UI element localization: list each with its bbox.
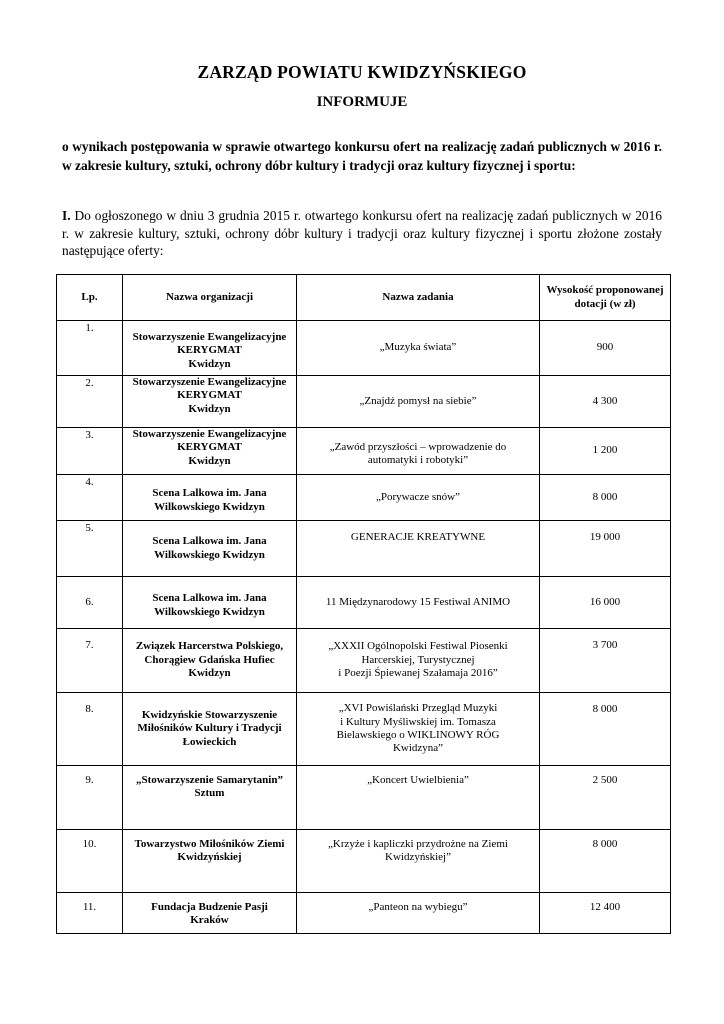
row-organization — [123, 321, 297, 376]
row-lp: 7. — [57, 629, 123, 693]
row-organization — [123, 521, 297, 577]
org-line: Wilkowskiego Kwidzyn — [154, 500, 265, 513]
row-lp: 9. — [57, 766, 123, 830]
row-task — [297, 475, 540, 521]
org-line: Scena Lalkowa im. Jana — [152, 535, 267, 548]
org-line: Związek Harcerstwa Polskiego, — [135, 640, 284, 653]
task-line: „XVI Powiślański Przegląd Muzyki — [338, 702, 498, 715]
section-numeral: I. — [62, 208, 71, 223]
table-row — [57, 766, 671, 830]
row-lp: 11. — [57, 893, 123, 934]
org-line: Kwidzyńskiej — [177, 851, 242, 864]
row-amount: 2 500 — [540, 766, 671, 830]
task-line: GENERACJE KREATYWNE — [350, 531, 486, 543]
row-task — [297, 376, 540, 428]
row-lp: 1. — [57, 321, 123, 376]
row-organization — [123, 693, 297, 766]
row-lp: 8. — [57, 693, 123, 766]
org-line: Łowieckich — [182, 735, 237, 748]
row-amount: 8 000 — [540, 693, 671, 766]
org-line: Wilkowskiego Kwidzyn — [154, 605, 265, 618]
row-organization — [123, 766, 297, 830]
row-task — [297, 693, 540, 766]
org-line: Kwidzyńskie Stowarzyszenie — [141, 708, 278, 721]
task-line: „Porywacze snów” — [376, 490, 460, 503]
org-line: KERYGMAT — [177, 344, 242, 357]
section-1-paragraph — [62, 207, 662, 260]
task-line: Kwidzyna” — [392, 742, 444, 755]
task-line: „Muzyka świata” — [379, 341, 457, 354]
row-amount: 8 000 — [540, 475, 671, 521]
task-line: Kwidzyńskiej” — [385, 851, 451, 864]
task-line: Bielawskiego o WIKLINOWY RÓG — [336, 729, 500, 741]
org-line: Kwidzyn — [188, 667, 231, 680]
org-line: Kraków — [190, 914, 229, 927]
row-organization — [123, 376, 297, 428]
row-task — [297, 521, 540, 577]
table-row — [57, 521, 671, 577]
task-line: „XXXII Ogólnopolski Festiwal Piosenki — [328, 640, 508, 653]
row-lp: 6. — [57, 577, 123, 629]
row-amount: 8 000 — [540, 830, 671, 893]
task-line: „Znajdź pomysł na siebie” — [359, 394, 477, 407]
row-task — [297, 893, 540, 934]
table-row — [57, 321, 671, 376]
row-task — [297, 321, 540, 376]
table-row — [57, 893, 671, 934]
org-line: Miłośników Kultury i Tradycji — [137, 722, 282, 735]
row-organization — [123, 830, 297, 893]
header-lp: Lp. — [57, 275, 123, 321]
org-line: Wilkowskiego Kwidzyn — [154, 548, 265, 561]
task-line: „Koncert Uwielbienia” — [367, 774, 469, 786]
intro-paragraph: o wynikach postępowania w sprawie otwartego konkursu ofert na realizację zadań publicznych w 2016 r. w zakresie kultury, sztuki, ochrony dóbr kultury i tradycji oraz kultury fizycznej i sportu: — [62, 139, 662, 173]
header-organization: Nazwa organizacji — [123, 275, 297, 321]
section-1-text: Do ogłoszonego w dniu 3 grudnia 2015 r. otwartego konkursu ofert na realizację zadań publicznych w 2016 r. w zakresie kultury, sztuki, ochrony dóbr kultury i tradycji oraz kultury fizycznej i sportu złożone zostały następujące oferty: — [62, 208, 662, 258]
row-amount: 12 400 — [540, 893, 671, 934]
row-organization — [123, 629, 297, 693]
org-line: KERYGMAT — [177, 441, 242, 454]
table-row — [57, 428, 671, 475]
org-line: Fundacja Budzenie Pasji — [151, 901, 268, 913]
task-line: Harcerskiej, Turystycznej — [361, 653, 475, 666]
org-line: Towarzystwo Miłośników Ziemi — [134, 838, 285, 850]
org-line: Scena Lalkowa im. Jana — [152, 592, 267, 605]
row-lp: 2. — [57, 376, 123, 428]
row-amount: 900 — [540, 321, 671, 376]
row-task — [297, 830, 540, 893]
org-line: Kwidzyn — [188, 402, 231, 415]
task-line: „Krzyże i kapliczki przydrożne na Ziemi — [328, 838, 508, 850]
row-task — [297, 577, 540, 629]
row-task — [297, 428, 540, 475]
org-line: Chorągiew Gdańska Hufiec — [144, 653, 275, 666]
org-line: „Stowarzyszenie Samarytanin” — [136, 774, 283, 786]
task-line: i Kultury Myśliwskiej im. Tomasza — [340, 715, 496, 728]
org-line: Stowarzyszenie Ewangelizacyjne — [132, 428, 287, 440]
row-amount: 19 000 — [540, 521, 671, 577]
offers-table — [56, 274, 671, 934]
row-amount: 1 200 — [540, 428, 671, 475]
org-line: KERYGMAT — [177, 389, 242, 402]
document-subtitle: INFORMUJE — [316, 94, 408, 110]
table-row — [57, 376, 671, 428]
table-row — [57, 475, 671, 521]
task-line: „Panteon na wybiegu” — [368, 901, 468, 913]
org-line: Kwidzyn — [188, 454, 231, 467]
header-amount: Wysokość proponowanej dotacji (w zł) — [540, 275, 671, 321]
table-header-row — [57, 275, 671, 321]
row-lp: 10. — [57, 830, 123, 893]
row-organization — [123, 475, 297, 521]
task-line: automatyki i robotyki” — [367, 454, 469, 466]
task-line: 11 Międzynarodowy 15 Festiwal ANIMO — [325, 595, 511, 608]
row-organization — [123, 428, 297, 475]
row-amount: 16 000 — [540, 577, 671, 629]
row-lp: 4. — [57, 475, 123, 521]
header-task: Nazwa zadania — [297, 275, 540, 321]
document-title: ZARZĄD POWIATU KWIDZYŃSKIEGO — [197, 62, 527, 82]
row-amount: 3 700 — [540, 629, 671, 693]
org-line: Stowarzyszenie Ewangelizacyjne — [132, 376, 287, 388]
row-amount: 4 300 — [540, 376, 671, 428]
org-line: Kwidzyn — [188, 357, 231, 370]
row-task — [297, 629, 540, 693]
row-task — [297, 766, 540, 830]
org-line: Stowarzyszenie Ewangelizacyjne — [132, 330, 287, 343]
org-line: Scena Lalkowa im. Jana — [152, 487, 267, 500]
row-organization — [123, 577, 297, 629]
table-row — [57, 577, 671, 629]
org-line: Sztum — [194, 787, 225, 800]
table-row — [57, 693, 671, 766]
row-organization — [123, 893, 297, 934]
table-row — [57, 629, 671, 693]
row-lp: 5. — [57, 521, 123, 577]
task-line: i Poezji Śpiewanej Szałamaja 2016” — [338, 667, 498, 680]
table-row — [57, 830, 671, 893]
task-line: „Zawód przyszłości – wprowadzenie do — [329, 440, 507, 453]
row-lp: 3. — [57, 428, 123, 475]
